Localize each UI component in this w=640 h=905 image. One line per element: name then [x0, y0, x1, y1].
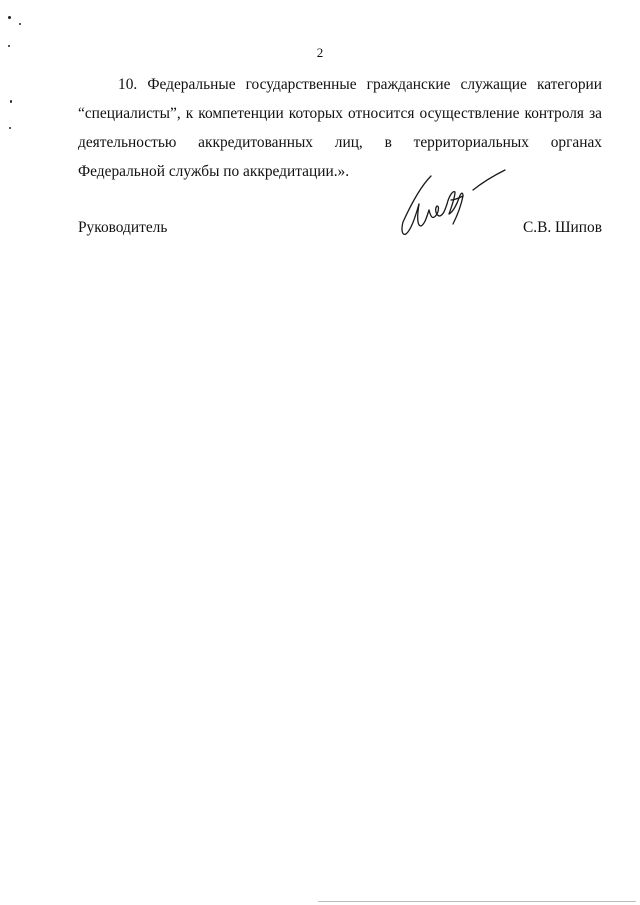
paragraph-item-10: 10. Федеральные государственные гражданские служащие категории “специалисты”, к компетенции которых относится осуществление контроля за деятельностью аккредитованных лиц, в территориальных органах Федеральной службы по аккредитации.».: [78, 76, 602, 180]
scan-speck: [9, 127, 11, 129]
scan-speck: [8, 16, 11, 19]
signatory-title: Руководитель: [78, 219, 168, 236]
signatory-name: С.В. Шипов: [522, 219, 602, 236]
scan-speck: [10, 100, 12, 103]
page-number: 2: [316, 45, 324, 60]
scan-speck: [19, 23, 21, 25]
signature-row: [78, 219, 602, 243]
scan-edge-line: [318, 901, 636, 902]
